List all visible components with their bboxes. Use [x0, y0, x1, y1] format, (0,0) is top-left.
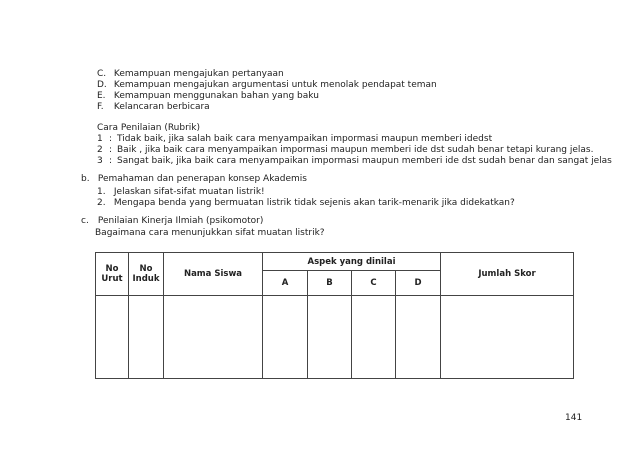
list-item — [97, 102, 210, 113]
item-text: Kemampuan mengajukan pertanyaan — [113, 69, 284, 79]
table-cell — [129, 296, 164, 379]
table-cell — [396, 296, 441, 379]
question-number: 2. — [97, 198, 106, 208]
header-aspek: Aspek yang dinilai — [263, 253, 441, 271]
question-text: Jelaskan sifat-sifat muatan listrik! — [113, 187, 265, 197]
rubric-description: Tidak baik, jika salah baik cara menyampaikan impormasi maupun memberi idedst — [117, 134, 493, 144]
question-item — [97, 187, 265, 198]
score-table — [95, 252, 574, 379]
list-item — [97, 69, 284, 80]
item-text: Kemampuan mengajukan argumentasi untuk menolak pendapat teman — [113, 80, 437, 90]
section-title: Penilaian Kinerja Ilmiah (psikomotor) — [97, 216, 264, 226]
header-aspect-c: C — [352, 271, 396, 296]
rubric-score: 3 — [97, 156, 103, 166]
item-text: Kelancaran berbicara — [113, 102, 210, 112]
table-cell — [164, 296, 263, 379]
list-item — [97, 91, 319, 102]
question-text: Mengapa benda yang bermuatan listrik tidak sejenis akan tarik-menarik jika didekatkan? — [113, 198, 515, 208]
rubric-description: Sangat baik, jika baik cara menyampaikan impormasi maupun memberi ide dst sudah benar dan sangat jelas — [117, 156, 612, 166]
table-cell — [441, 296, 574, 379]
question-item — [97, 198, 515, 209]
section-b-heading — [81, 174, 307, 185]
section-letter: b. — [81, 174, 90, 184]
rubric-row: 2 : Baik , jika baik cara menyampaikan impormasi maupun memberi ide dst sudah benar tetapi kurang jelas. — [97, 145, 594, 155]
section-c-subtitle: Bagaimana cara menunjukkan sifat muatan listrik? — [95, 228, 325, 238]
list-item — [97, 80, 437, 91]
header-aspect-d: D — [396, 271, 441, 296]
table-cell — [263, 296, 308, 379]
table-cell — [352, 296, 396, 379]
rubric-title: Cara Penilaian (Rubrik) — [97, 123, 201, 133]
header-aspect-b: B — [308, 271, 352, 296]
item-letter: E. — [97, 91, 106, 101]
rubric-row: 3 : Sangat baik, jika baik cara menyampaikan impormasi maupun memberi ide dst sudah benar dan sangat jelas — [97, 156, 612, 166]
section-c-heading — [81, 216, 263, 227]
page-number: 141 — [565, 413, 583, 423]
table-row — [96, 296, 574, 379]
item-letter: F. — [97, 102, 104, 112]
header-no-induk: No Induk — [129, 253, 164, 296]
rubric-row: 1 : Tidak baik, jika salah baik cara menyampaikan impormasi maupun memberi idedst — [97, 134, 493, 144]
rubric-score: 2 — [97, 145, 103, 155]
header-aspect-a: A — [263, 271, 308, 296]
rubric-score: 1 — [97, 134, 103, 144]
table-cell — [308, 296, 352, 379]
section-title: Pemahaman dan penerapan konsep Akademis — [97, 174, 307, 184]
table-cell — [96, 296, 129, 379]
question-number: 1. — [97, 187, 106, 197]
rubric-description: Baik , jika baik cara menyampaikan impormasi maupun memberi ide dst sudah benar tetapi kurang jelas. — [117, 145, 594, 155]
header-jumlah-skor: Jumlah Skor — [441, 253, 574, 296]
section-letter: c. — [81, 216, 89, 226]
item-text: Kemampuan menggunakan bahan yang baku — [113, 91, 319, 101]
header-nama-siswa: Nama Siswa — [164, 253, 263, 296]
item-letter: D. — [97, 80, 107, 90]
item-letter: C. — [97, 69, 107, 79]
header-no-urut: No Urut — [96, 253, 129, 296]
